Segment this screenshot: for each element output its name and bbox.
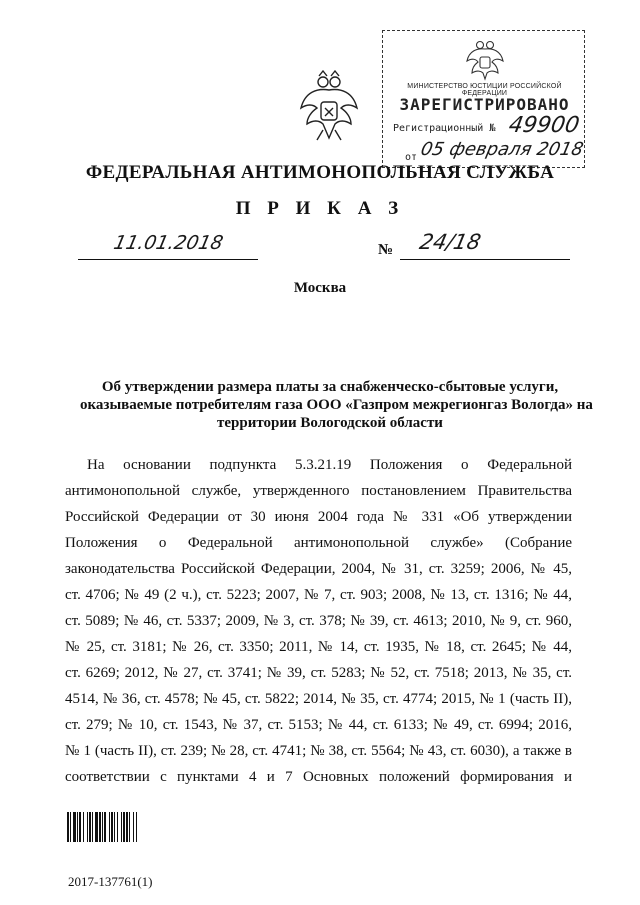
barcode-bar — [79, 812, 81, 842]
barcode-bar — [87, 812, 88, 842]
coat-of-arms-icon — [297, 68, 361, 148]
barcode-icon — [67, 812, 161, 842]
stamp-regno-label: Регистрационный № — [393, 123, 496, 134]
barcode-bar — [83, 812, 84, 842]
barcode-bar — [133, 812, 134, 842]
barcode-bar — [104, 812, 106, 842]
order-number-label: № — [378, 242, 394, 258]
body-line: 4514, № 36, ст. 4578; № 45, ст. 5822; 2014, № 35, ст. 4774; 2015, № 1 (часть II), — [65, 691, 572, 707]
stamp-date-value: 05 февраля 2018 — [418, 139, 586, 160]
barcode-bar — [89, 812, 91, 842]
registration-stamp — [382, 30, 585, 168]
barcode-bar — [123, 812, 125, 842]
barcode-bar — [117, 812, 118, 842]
barcode-bar — [77, 812, 78, 842]
barcode-bar — [109, 812, 110, 842]
number-underline — [400, 259, 570, 260]
order-number: 24/18 — [417, 230, 484, 254]
body-line: Российской Федерации от 30 июня 2004 года № 331 «Об утверждении — [65, 509, 572, 525]
document-code: 2017-137761(1) — [68, 874, 153, 889]
order-subject — [80, 378, 593, 432]
body-line: ст. 4706; № 49 (2 ч.), ст. 5223; 2007, № 7, ст. 903; 2008, № 13, ст. 1316; № 44, — [65, 587, 572, 603]
barcode-bar — [92, 812, 93, 842]
subject-line: оказываемые потребителям газа ООО «Газпром межрегионгаз Вологда» на — [80, 397, 593, 413]
body-line: ст. 279; № 10, ст. 1543, № 37, ст. 5153; № 44, ст. 6133; № 49, ст. 6994; 2016, — [65, 717, 572, 733]
body-line: Положения о Федеральной антимонопольной службе» (Собрание — [65, 535, 572, 551]
body-line: антимонопольной службе, утвержденного постановлением Правительства — [65, 483, 572, 499]
stamp-date-label: от — [405, 152, 418, 163]
barcode-bar — [67, 812, 69, 842]
barcode-bar — [95, 812, 98, 842]
barcode-bar — [121, 812, 122, 842]
stamp-coat-of-arms-icon — [465, 37, 505, 81]
barcode-bar — [136, 812, 137, 842]
city: Москва — [293, 280, 347, 296]
body-line: законодательства Российской Федерации, 2004, № 31, ст. 3259; 2006, № 45, — [65, 561, 572, 577]
subject-line: Об утверждении размера платы за снабженческо-сбытовые услуги, — [101, 379, 559, 395]
body-line: № 1 (часть II), ст. 239; № 28, ст. 4741; № 38, ст. 5564; № 43, ст. 6030), а также в — [65, 743, 572, 759]
stamp-registered-label: ЗАРЕГИСТРИРОВАНО — [399, 95, 570, 114]
stamp-ministry-name: МИНИСТЕРСТВО ЮСТИЦИИ РОССИЙСКОЙ ФЕДЕРАЦИИ — [407, 83, 562, 97]
barcode-bar — [99, 812, 101, 842]
agency-name: ФЕДЕРАЛЬНАЯ АНТИМОНОПОЛЬНАЯ СЛУЖБА — [85, 162, 555, 183]
order-title: П Р И К А З — [235, 198, 405, 219]
barcode-bar — [102, 812, 103, 842]
body-line: соответствии с пунктами 4 и 7 Основных положений формирования и — [65, 769, 572, 785]
body-line: ст. 6269; 2012, № 27, ст. 3741; № 39, ст. 5283; № 52, ст. 7518; 2013, № 35, ст. — [65, 665, 572, 681]
body-line: № 25, ст. 3181; № 26, ст. 3350; 2011, № 14, ст. 1935, № 18, ст. 2645; № 44, — [65, 639, 572, 655]
stamp-regno-value: 49900 — [506, 113, 582, 138]
barcode-bar — [70, 812, 71, 842]
barcode-bar — [73, 812, 76, 842]
date-underline — [78, 259, 258, 260]
barcode-bar — [114, 812, 115, 842]
body-line: На основании подпункта 5.3.21.19 Положения о Федеральной — [87, 457, 572, 473]
order-date: 11.01.2018 — [111, 232, 226, 254]
barcode-bar — [126, 812, 128, 842]
body-line: ст. 5089; № 46, ст. 5337; 2009, № 3, ст. 378; № 39, ст. 4613; 2010, № 9, ст. 960, — [65, 613, 572, 629]
subject-line: территории Вологодской области — [217, 415, 443, 431]
barcode-bar — [129, 812, 130, 842]
barcode-bar — [111, 812, 113, 842]
